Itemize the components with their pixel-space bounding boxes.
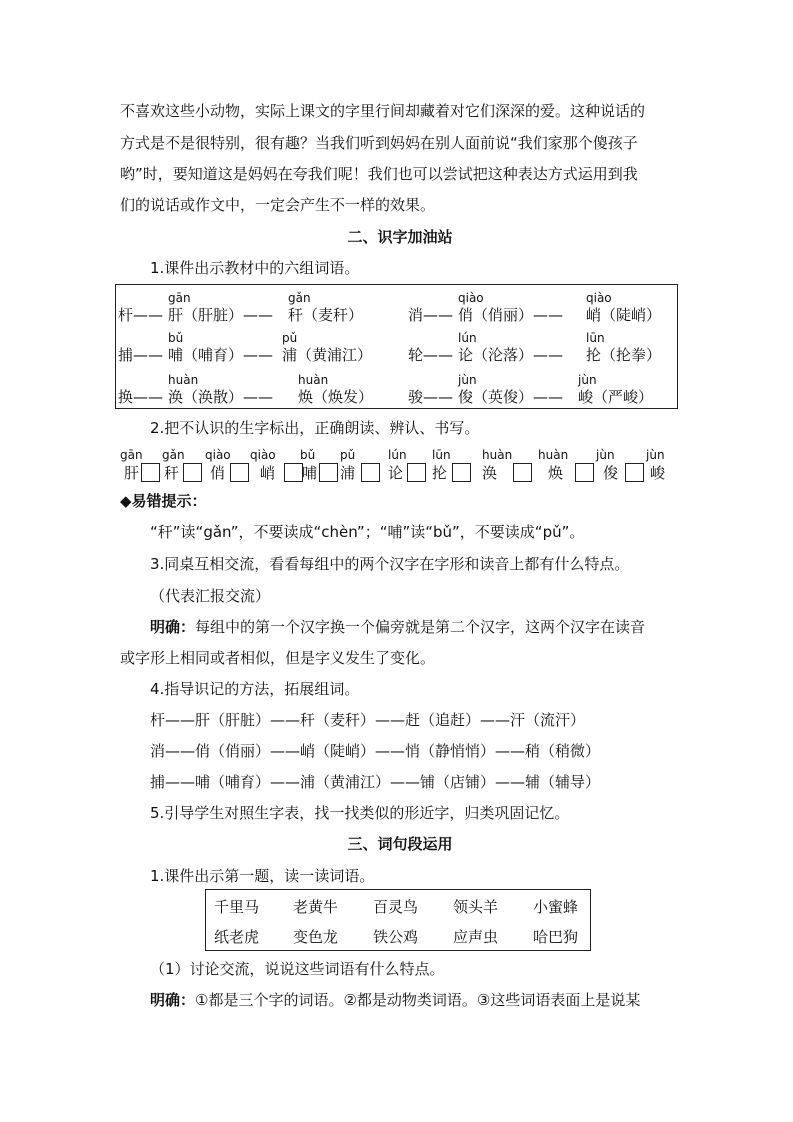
- word: 消——: [408, 306, 454, 324]
- section3-item1: 1.课件出示第一题，读一读词语。: [150, 867, 375, 885]
- section2-title: 二、识字加油站: [347, 228, 453, 246]
- char-pinyin: lūn: [432, 448, 451, 462]
- word: 领头羊: [453, 898, 499, 916]
- section2-item2: 2.把不认识的生字标出，正确朗读、辨认、书写。: [150, 419, 480, 437]
- word-row: [116, 387, 679, 407]
- word: 千里马: [214, 898, 260, 916]
- char-pinyin: jùn: [596, 448, 615, 462]
- expand-line-2: 消——俏（俏丽）——峭（陡峭）——悄（静悄悄）——稍（稍微）: [150, 742, 601, 760]
- writing-box[interactable]: [513, 463, 532, 482]
- word-row: [116, 305, 679, 325]
- expand-line-1: 杆——肝（肝脏）——秆（麦秆）——赶（追赶）——汗（流汗）: [150, 711, 586, 729]
- char: 秆: [164, 464, 180, 482]
- writing-box[interactable]: [452, 463, 471, 482]
- writing-box[interactable]: [407, 463, 426, 482]
- word: 焕（焕发）: [298, 388, 374, 406]
- word: 骏——: [408, 388, 454, 406]
- section3-discuss: （1）讨论交流，说说这些词语有什么特点。: [150, 960, 445, 978]
- char: 论: [388, 464, 404, 482]
- word: 捕——: [118, 346, 164, 364]
- char-pinyin: qiào: [250, 448, 276, 462]
- section2-item5: 5.引导学生对照生字表，找一找类似的形近字，归类巩固记忆。: [150, 804, 570, 822]
- word: 杆——: [118, 306, 164, 324]
- word: 小蜜蜂: [533, 898, 579, 916]
- word: 论（沦落）——: [458, 346, 564, 364]
- char: 哺: [302, 464, 318, 482]
- word: 铁公鸡: [373, 928, 419, 946]
- pinyin: gǎn: [288, 291, 311, 305]
- tip-title: ◆易错提示：: [120, 492, 207, 510]
- word: 应声虫: [453, 928, 499, 946]
- word: 俏（俏丽）——: [458, 306, 564, 324]
- section3-title: 三、词句段运用: [347, 835, 453, 853]
- char: 峭: [260, 464, 276, 482]
- word-row: [116, 345, 679, 365]
- char-pinyin: huàn: [482, 448, 513, 462]
- char-pinyin: qiào: [205, 448, 231, 462]
- writing-box[interactable]: [319, 463, 338, 482]
- char: 抡: [432, 464, 448, 482]
- word: 峻（严峻）: [578, 388, 654, 406]
- char: 俏: [210, 464, 226, 482]
- char: 焕: [548, 464, 564, 482]
- word: 换——: [118, 388, 164, 406]
- word: 峭（陡峭）: [586, 306, 662, 324]
- expand-line-3: 捕——哺（哺育）——浦（黄浦江）——铺（店铺）——辅（辅导）: [150, 773, 601, 791]
- clarify-text: ①都是三个字的词语。②都是动物类词语。③这些词语表面上是说某: [195, 991, 641, 1009]
- pinyin: qiào: [586, 291, 612, 305]
- char-pinyin: bǔ: [300, 448, 316, 462]
- section2-item1: 1.课件出示教材中的六组词语。: [150, 259, 360, 277]
- intro-line-1: 不喜欢这些小动物，实际上课文的字里行间却藏着对它们深深的爱。这种说话的: [120, 102, 646, 120]
- pinyin: qiào: [458, 291, 484, 305]
- section2-item3: 3.同桌互相交流，看看每组中的两个汉字在字形和读音上都有什么特点。: [150, 555, 630, 573]
- word: 抡（抡拳）: [586, 346, 662, 364]
- clarify-label: 明确：: [150, 991, 196, 1009]
- clarify-text: 每组中的第一个汉字换一个偏旁就是第二个汉字，这两个汉字在读音: [195, 618, 646, 636]
- pinyin: jùn: [458, 373, 477, 387]
- char: 肝: [124, 464, 140, 482]
- pinyin: pǔ: [282, 331, 298, 345]
- word-groups-box: [115, 284, 678, 409]
- writing-box[interactable]: [141, 463, 160, 482]
- char: 俊: [603, 464, 619, 482]
- writing-box[interactable]: [625, 463, 644, 482]
- word: 哈巴狗: [533, 928, 579, 946]
- char-pinyin: gān: [120, 448, 143, 462]
- animal-words-box: [205, 889, 591, 951]
- clarify-line-1: [150, 617, 680, 637]
- intro-line-4: 们的说话或作文中，一定会产生不一样的效果。: [120, 196, 436, 214]
- word: 涣（涣散）——: [168, 388, 274, 406]
- pinyin-row: [116, 291, 679, 305]
- word: 秆（麦秆）: [288, 306, 364, 324]
- section2-item3-note: （代表汇报交流）: [150, 587, 271, 605]
- pinyin: jùn: [578, 373, 597, 387]
- char-pinyin: jùn: [646, 448, 665, 462]
- pinyin: lūn: [586, 331, 605, 345]
- intro-line-3: 哟”时，要知道这是妈妈在夸我们呢！我们也可以尝试把这种表达方式运用到我: [120, 165, 638, 183]
- pinyin: lún: [458, 331, 477, 345]
- word: 纸老虎: [214, 928, 260, 946]
- section2-item4: 4.指导识记的方法，拓展组词。: [150, 680, 360, 698]
- char-pinyin: lún: [388, 448, 407, 462]
- pinyin-row: [116, 331, 679, 345]
- pinyin: bǔ: [168, 331, 184, 345]
- char: 涣: [482, 464, 498, 482]
- writing-box[interactable]: [361, 463, 380, 482]
- pinyin-row: [116, 373, 679, 387]
- writing-box[interactable]: [575, 463, 594, 482]
- pinyin: gān: [168, 291, 191, 305]
- word: 变色龙: [293, 928, 339, 946]
- word: 轮——: [408, 346, 454, 364]
- writing-box[interactable]: [284, 463, 303, 482]
- char: 峻: [650, 464, 666, 482]
- writing-box[interactable]: [183, 463, 202, 482]
- pinyin: huàn: [298, 373, 329, 387]
- clarify-line-2: 或字形上相同或者相似，但是字义发生了变化。: [120, 649, 436, 667]
- section3-clarify: [150, 990, 680, 1010]
- word: 百灵鸟: [373, 898, 419, 916]
- word: 浦（黄浦江）: [282, 346, 373, 364]
- char: 浦: [340, 464, 356, 482]
- char-pinyin: huàn: [538, 448, 569, 462]
- char-pinyin: gǎn: [162, 448, 185, 462]
- word: 哺（哺育）——: [168, 346, 274, 364]
- tip-text: “秆”读“gǎn”，不要读成“chèn”；“哺”读“bǔ”，不要读成“pǔ”。: [150, 523, 585, 541]
- writing-box[interactable]: [230, 463, 249, 482]
- char-pinyin: pǔ: [340, 448, 356, 462]
- word: 老黄牛: [293, 898, 339, 916]
- word: 俊（英俊）——: [458, 388, 564, 406]
- clarify-label: 明确：: [150, 618, 196, 636]
- character-practice-row: [120, 448, 680, 484]
- pinyin: huàn: [168, 373, 199, 387]
- intro-line-2: 方式是不是很特别，很有趣？当我们听到妈妈在别人面前说“我们家那个傻孩子: [120, 134, 638, 152]
- word: 肝（肝脏）——: [168, 306, 274, 324]
